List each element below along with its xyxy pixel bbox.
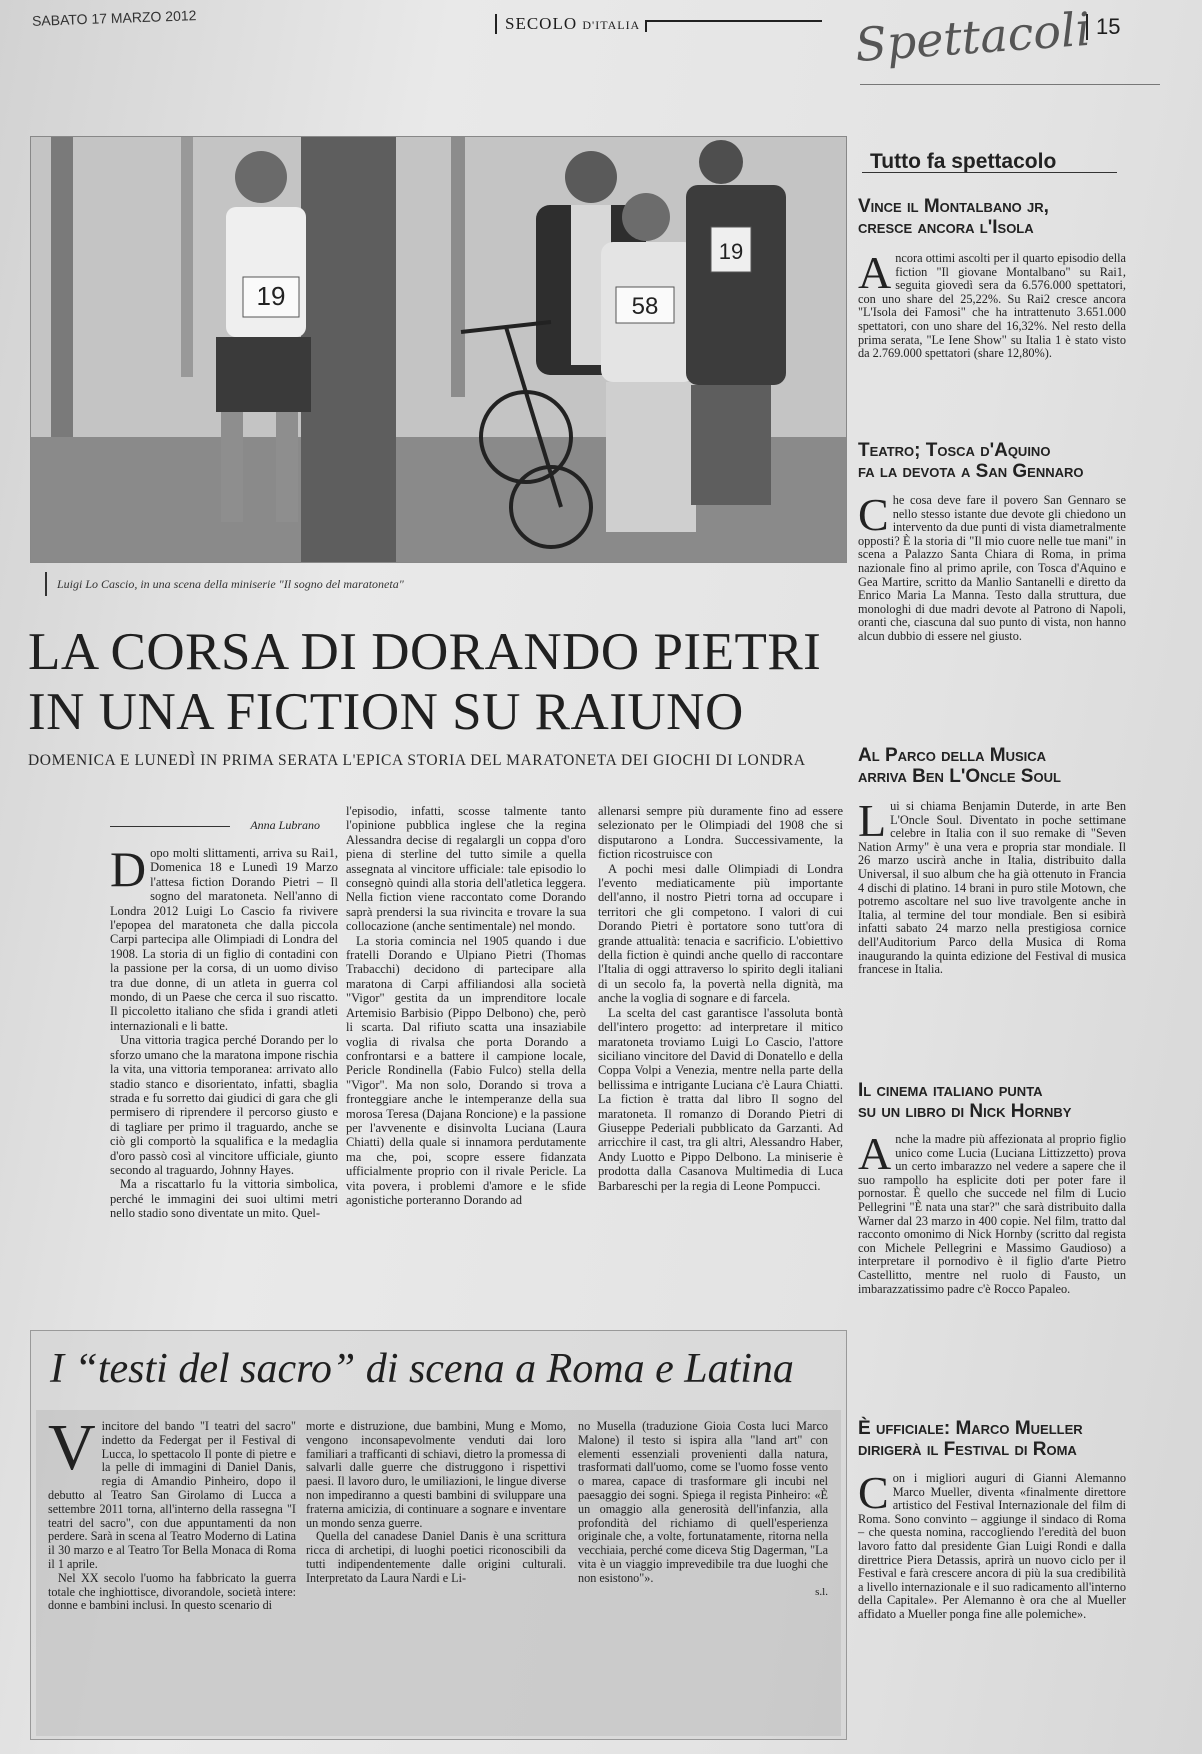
- headline-line-1: LA CORSA DI DORANDO PIETRI: [28, 623, 822, 681]
- sidebar-title-rule: [862, 172, 1117, 173]
- photo-caption: Luigi Lo Cascio, in una scena della miniserie "Il sogno del maratoneta": [45, 572, 404, 596]
- article-paragraph: allenarsi sempre più duramente fino ad essere selezionato per le Olimpiadi del 1908 che si disputarono a Londra. Successivamente, la fiction ricostruisce con: [598, 804, 843, 862]
- sidebar-title: Tutto fa spettacolo: [870, 150, 1057, 173]
- sidebar-text-1: [858, 247, 1126, 361]
- main-article-column-2: [346, 804, 586, 1207]
- drop-cap: A: [858, 247, 892, 298]
- sidebar-headline-line: È ufficiale: Marco Mueller: [858, 1418, 1083, 1439]
- drop-cap: A: [858, 1128, 892, 1179]
- drop-cap: V: [48, 1411, 96, 1484]
- article-paragraph: l'episodio, infatti, scosse talmente tanto l'opinione pubblica inglese che la regina Alessandra decise di regalargli un coppa d'oro piena di sterline del tutto simile a quella assegnata al vincitore ufficiale: tale episodio lo consegnò quindi alla storia dell'atletica leggera. Nella fiction viene raccontato come Dorando saprà prendersi la sua rivincita e trovare la sua collocazione (anche sentimentale) nel mondo.: [346, 804, 586, 934]
- sidebar-paragraph: on i migliori auguri di Gianni Alemanno Marco Mueller, diventa «finalmente direttore artistico del Festival Internazionale del film di Roma. Sono convinto – aggiunge il sindaco di Roma – che questa nomina, raccogliendo l'eredità del buon lavoro fatto dal presidente Gian Luigi Rondi e dalla direttrice Piera Detassis, aprirà un nuovo ciclo per il Festival e farà crescere ancora di più la sua credibilità a livello internazionale e il suo radicamento all'interno della Capitale». Per Alemanno è ora che al Mueller affidato a Mueller ponga fine alle polemiche».: [858, 1471, 1126, 1621]
- newspaper-name-main: SECOLO: [505, 14, 578, 33]
- article-paragraph: La storia comincia nel 1905 quando i due fratelli Dorando e Ulpiano Pietri (Thomas Trabacchi) decidono di partecipare alla maratona di Carpi affiliandosi alla società "Vigor" gestita da un imprenditore locale Artemisio Barbisio (Pippo Delbono) che, però li scarta. Dal rifiuto scatta una insaziabile voglia di rivalsa che porta Dorando a confrontarsi e a battere il campione locale, Pericle Rondinella (Fabio Fulco) stella della "Vigor". Ma non solo, Dorando si trova a fronteggiare anche le intemperanze della sua morosa Teresa (Dajana Roncione) e la passione per l'avvenente e disinvolta Luciana (Laura Chiatti) della quale si innamora perdutamente ma che, poi, scopre essere fidanzata ufficialmente proprio con il rivale Pericle. La vita povera, i problemi d'amore e le sfide agonistiche porteranno Dorando ad: [346, 933, 586, 1207]
- box-article-column-3: [578, 1420, 828, 1599]
- box-article-column-2: [306, 1420, 566, 1586]
- sidebar-paragraph: ncora ottimi ascolti per il quarto episodio della fiction "Il giovane Montalbano" su Rai1, seguita giovedì sera da 6.576.000 spettatori, con uno share del 25,22%. Su Rai2 cresce ancora "L'Isola dei Famosi" che ha intrattenuto 3.651.000 spettatori, con uno share del 16,32%. Nel resto della prima serata, "Le Iene Show" su Italia 1 è stato visto da 2.769.000 spettatori (share 12,80%).: [858, 251, 1126, 361]
- sidebar-paragraph: ui si chiama Benjamin Duterde, in arte Ben L'Oncle Soul. Diventato in poche settimane celebre in Italia con il suo remake di "Seven Nation Army" è una vera e propria star mondiale. Il 26 marzo uscirà anche in Italia, distribuito dalla Universal, il suo album che ha già ottenuto in Francia 4 dischi di platino. 14 brani in puro stile Motown, che potremo ascoltare nel suo live travolgente anche in Italia, al termine del tour mondiale. Ben si esibirà infatti sabato 24 marzo nella prestigiosa cornice dell'Auditorium Parco della Musica di Roma inaugurando la quinta edizione del Festival di musica francese in Italia.: [858, 799, 1126, 977]
- article-paragraph: [48, 1411, 296, 1572]
- sidebar-headline-line: Vince il Montalbano jr,: [858, 196, 1049, 217]
- newspaper-name-suffix: D'ITALIA: [582, 18, 641, 32]
- sidebar-headline-line: fa la devota a San Gennaro: [858, 461, 1084, 482]
- article-paragraph: La scelta del cast garantisce l'assoluta bontà dell'intero progetto: ad interpretare il mitico maratoneta troviamo Luigi Lo Cascio, l'attore siciliano vincitore del David di Donatello e della Coppa Volpi a Venezia, mentre nella parte della bellissima e intrigante Luciana c'è Laura Chiatti. La fiction è tratta dal libro Il sogno del maratoneta. Il romanzo di Dorando Pietri di Giuseppe Pederiali pubblicato da Garzanti. Ad arricchire il cast, tra gli altri, Alessandro Haber, Andy Luotto e Pippo Delbono. La miniserie è prodotta dalla Casanova Multimedia di Luca Barbareschi per la regia di Leone Pompucci.: [598, 1005, 843, 1193]
- header-divider: [860, 84, 1160, 85]
- byline: [110, 818, 320, 833]
- sidebar-headline-line: Al Parco della Musica: [858, 745, 1047, 766]
- sidebar-text-2: [858, 489, 1126, 644]
- sidebar-headline-line: cresce ancora l'Isola: [858, 217, 1034, 238]
- sidebar-text-4: [858, 1128, 1126, 1296]
- main-subheadline: DOMENICA E LUNEDÌ IN PRIMA SERATA L'EPICA STORIA DEL MARATONETA DEI GIOCHI DI LONDRA: [28, 752, 806, 769]
- article-signature: s.l.: [815, 1585, 828, 1598]
- byline-author: Anna Lubrano: [250, 818, 320, 832]
- article-photo: [30, 136, 847, 563]
- article-paragraph: no Musella (traduzione Gioia Costa luci Marco Malone) il testo si ispira alla "land art" con elementi essenziali provenienti dalla natura, trasformati dall'uomo, come se l'uomo fosse vento o marea, capace di trasformare gli incubi nel paesaggio dei sogni. Spiega il regista Pinheiro: «È un omaggio alla generosità dell'infanzia, alla profondità del richiamo di quell'esperienza originale che, a volte, fortunatamente, ritorna nella vecchiaia, perché come diceva Stig Dagerman, "La vita è un viaggio imprevedibile tra due luoghi che non esistono"».: [578, 1419, 828, 1585]
- header-rule: [645, 20, 822, 32]
- article-paragraph: A pochi mesi dalle Olimpiadi di Londra l'evento mediaticamente più importante dell'anno, il nostro Pietri torna ad occupare i territori che gli competono. I valori di cui Dorando Pietri è portatore sono tutt'ora di grande attualità: tenacia e sacrificio. L'obiettivo della fiction è quindi anche quello di raccontare l'Italia di oggi attraverso lo spirito degli italiani di un secolo fa, la povertà nella dignità, ma anche la voglia di sognare e di farcela.: [598, 861, 843, 1006]
- sidebar-text-3: [858, 795, 1126, 977]
- sidebar-paragraph: nche la madre più affezionata al proprio figlio unico come Lucia (Luciana Littizzetto) prova un certo imbarazzo nel vedere a sapere che il suo rampollo ha esplicite doti per poter fare il pornostar. È quello che succede nel film di Lucio Pellegrini "È nata una star?" che sarà distribuito dalla Warner dal 23 marzo in 400 copie. Nel film, tratto dal racconto omonimo di Nick Hornby (scritto dal regista con Michele Pellegrini e Massimo Gaudioso) a interpretare il pornodivo è il figlio d'arte Pietro Castellitto, mentre nel ruolo di Fausto, un imbarazzatissimo padre c'è Rocco Papaleo.: [858, 1132, 1126, 1296]
- sidebar-paragraph: he cosa deve fare il povero San Gennaro se nello stesso istante due devote gli chiedono un intervento da due punti di vista diametralmente opposti? È la storia di "Il mio cuore nelle tue mani" in scena a Palazzo Santa Chiara di Roma, in prima nazionale fino al primo aprile, con Tosca d'Aquino e Gea Martire, scritto da Manlio Santanelli e diretto da Enrico Maria La Manna. Testo dalla struttura, due monologhi di due madri devote al Patrono di Napoli, oranti che, ciascuna dal suo punto di vista, non hanno alcun dubbio di essere nel giusto.: [858, 493, 1126, 643]
- page-number: 15: [1086, 14, 1120, 40]
- issue-date: SABATO 17 MARZO 2012: [31, 7, 197, 29]
- paragraph-text: incitore del bando "I teatri del sacro" indetto da Federgat per il Festival di Lucca, lo spettacolo Il ponte di pietre e la pelle di immagini di Daniel Danis, regia di Amandio Pinheiro, dopo il debutto al Teatro San Girolamo di Lucca a settembre 2011 torna, all'interno della rassegna "I teatri del sacro", con due appuntamenti da non perdere. Sarà in scena al Teatro Moderno di Latina il 30 marzo e al Teatro Tor Bella Monaca di Roma il 1 aprile.: [48, 1419, 296, 1571]
- section-title: Spettacoli: [853, 1, 1093, 73]
- article-paragraph: Ma a riscattarlo fu la vittoria simbolica, perché le immagini dei suoi ultimi metri nello stadio sono diventate un mito. Quel-: [110, 1177, 338, 1221]
- drop-cap: C: [858, 1467, 889, 1518]
- photo-illustration: [31, 137, 846, 562]
- paragraph-text: opo molti slittamenti, arriva su Rai1, Domenica 18 e Lunedì 19 Marzo l'attesa fiction Dorando Pietri – Il sogno del maratoneta. Nell'anno di Londra 2012 Luigi Lo Cascio fa rivivere l'epopea del maratoneta che dalla piccola Carpi partecipa alle Olimpiadi di Londra del 1908. La storia di un figlio di contadini con la passione per la corsa, di un uomo diviso tra due donne, di un atleta in guerra col mondo, di un Paese che cerca il suo riscatto. Il piccoletto italiano che sfida i grandi atleti internazionali e li batte.: [110, 846, 338, 1033]
- main-headline: [28, 622, 848, 742]
- box-article-column-1: [48, 1411, 296, 1613]
- article-paragraph: [110, 841, 338, 1033]
- drop-cap: L: [858, 795, 887, 846]
- byline-rule: [110, 826, 230, 827]
- newspaper-name: [495, 14, 640, 34]
- sidebar-headline-2: [858, 440, 1128, 482]
- sidebar-text-5: [858, 1467, 1126, 1622]
- main-article-column-1: [110, 841, 338, 1221]
- article-paragraph: morte e distruzione, due bambini, Mung e Momo, vengono inconsapevolmente venduti dai loro familiari a trafficanti di schiavi, dietro la promessa di salvarli dalle guerre che distruggono i rispettivi paesi. Il lavoro duro, le umiliazioni, le lingue diverse non impediranno a questi bambini di sviluppare una fraterna amicizia, di continuare a sognare e inventare un mondo senza guerre.: [306, 1419, 566, 1530]
- bib-number-3: 19: [718, 239, 744, 264]
- bib-number-2: 58: [631, 293, 659, 320]
- sidebar-headline-line: Il cinema italiano punta: [858, 1080, 1043, 1101]
- article-paragraph: Nel XX secolo l'uomo ha fabbricato la guerra totale che inghiottisce, divorandole, società intere: donne e bambini inclusi. In questo scenario di: [48, 1570, 296, 1613]
- sidebar-headline-1: [858, 196, 1128, 238]
- bib-number-1: 19: [256, 281, 286, 311]
- sidebar-headline-line: arriva Ben L'Oncle Soul: [858, 766, 1061, 787]
- main-article-column-3: [598, 804, 843, 1193]
- sidebar-headline-4: [858, 1080, 1128, 1122]
- sidebar-headline-3: [858, 745, 1128, 787]
- sidebar-headline-5: [858, 1418, 1128, 1460]
- headline-line-2: IN UNA FICTION SU RAIUNO: [28, 683, 744, 741]
- article-paragraph: Quella del canadese Daniel Danis è una scrittura ricca di archetipi, di luoghi poetici riconoscibili da tutti indipendentemente dalle origini culturali. Interpretato da Laura Nardi e Li-: [306, 1529, 566, 1585]
- box-article-title: I “testi del sacro” di scena a Roma e Latina: [50, 1346, 794, 1392]
- drop-cap: C: [858, 489, 889, 540]
- sidebar-headline-line: dirigerà il Festival di Roma: [858, 1439, 1077, 1460]
- sidebar-headline-line: Teatro; Tosca d'Aquino: [858, 440, 1051, 461]
- drop-cap: D: [110, 841, 147, 897]
- article-paragraph: Una vittoria tragica perché Dorando per lo sforzo umano che la maratona impone rischia la vita, una vittoria temporanea: arrivato allo stadio stanco e disorientato, infatti, sbaglia strada e fu sorretto dai giudici di gara che gli permisero di riprendere il percorso giusto e di tagliare per primo il traguardo, anche se ciò gli comportò la squalifica e la medaglia d'oro passò così al vincitore ufficiale, giunto secondo al traguardo, Johnny Hayes.: [110, 1033, 338, 1177]
- sidebar-headline-line: su un libro di Nick Hornby: [858, 1101, 1072, 1122]
